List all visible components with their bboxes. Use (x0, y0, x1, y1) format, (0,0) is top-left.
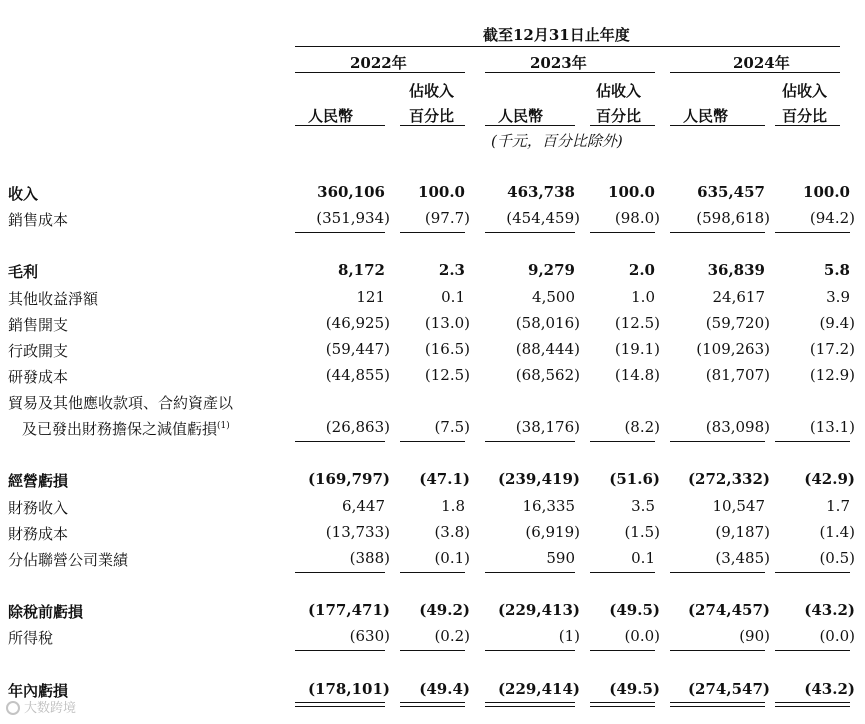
cell-lbt-2022-pct: (49.2) (419, 601, 470, 619)
cell-sa-2024-pct: (0.5) (819, 549, 855, 567)
year-2022-underline (295, 72, 465, 73)
subtotal-rule (295, 572, 385, 573)
total-double-rule (400, 702, 465, 703)
cell-se-2023-rmb: (58,016) (515, 314, 580, 332)
cell-ol-2022-pct: (47.1) (419, 470, 470, 488)
cell-ae-2022-rmb: (59,447) (325, 340, 390, 358)
rmb-header-2023: 人民幣 (498, 107, 544, 125)
pct-underline-2024 (775, 125, 840, 126)
cell-og-2022-rmb: 121 (356, 288, 385, 306)
cell-se-2023-pct: (12.5) (614, 314, 660, 332)
cell-fi-2024-pct: 1.7 (826, 497, 850, 515)
total-double-rule (775, 706, 850, 707)
cell-lfy-2022-rmb: (178,101) (307, 680, 390, 698)
cell-ae-2023-pct: (19.1) (614, 340, 660, 358)
subtotal-rule (590, 232, 655, 233)
cell-lbt-2024-pct: (43.2) (804, 601, 855, 619)
cell-imp-2022-pct: (7.5) (434, 418, 470, 436)
cell-revenue-2024-rmb: 635,457 (697, 183, 765, 201)
watermark-logo-icon (6, 701, 20, 715)
cell-gp-2024-rmb: 36,839 (707, 261, 765, 279)
row-label-impairment-line2: 及已發出財務擔保之減值虧損$^{(1)}$ (22, 420, 230, 438)
cell-fc-2022-rmb: (13,733) (325, 523, 390, 541)
cell-lbt-2024-rmb: (274,457) (687, 601, 770, 619)
subtotal-rule (775, 572, 850, 573)
cell-lbt-2023-rmb: (229,413) (497, 601, 580, 619)
subtotal-rule (400, 232, 465, 233)
cell-fc-2024-pct: (1.4) (819, 523, 855, 541)
cell-cos-2022-rmb: (351,934) (316, 209, 390, 227)
cell-gp-2022-rmb: 8,172 (338, 261, 385, 279)
subtotal-rule (775, 441, 850, 442)
row-label-gross-profit: 毛利 (8, 263, 39, 281)
pct-underline-2023 (590, 125, 655, 126)
unit-note: (千元，百分比除外) (491, 132, 623, 150)
row-label-income-tax: 所得稅 (8, 629, 54, 647)
cell-imp-2024-pct: (13.1) (809, 418, 855, 436)
cell-imp-2022-rmb: (26,863) (325, 418, 390, 436)
cell-fi-2022-pct: 1.8 (441, 497, 465, 515)
cell-fi-2023-pct: 3.5 (631, 497, 655, 515)
cell-fc-2024-rmb: (9,187) (715, 523, 770, 541)
cell-ae-2024-rmb: (109,263) (696, 340, 770, 358)
pct-header-2024-line1: 佔收入 (782, 82, 828, 100)
subtotal-rule (590, 650, 655, 651)
cell-ol-2024-rmb: (272,332) (687, 470, 770, 488)
cell-lfy-2024-rmb: (274,547) (687, 680, 770, 698)
cell-cos-2024-pct: (94.2) (809, 209, 855, 227)
cell-lbt-2023-pct: (49.5) (609, 601, 660, 619)
row-label-cost-of-sales: 銷售成本 (8, 211, 69, 229)
total-double-rule (670, 706, 765, 707)
cell-revenue-2022-pct: 100.0 (418, 183, 465, 201)
total-double-rule (485, 702, 575, 703)
total-double-rule (590, 702, 655, 703)
cell-og-2023-pct: 1.0 (631, 288, 655, 306)
row-label-loss-for-year: 年內虧損 (8, 682, 69, 700)
cell-revenue-2022-rmb: 360,106 (317, 183, 385, 201)
subtotal-rule (775, 232, 850, 233)
cell-imp-2023-rmb: (38,176) (515, 418, 580, 436)
rmb-underline-2024 (670, 125, 765, 126)
cell-rd-2024-rmb: (81,707) (705, 366, 770, 384)
row-label-operating-loss: 經營虧損 (8, 472, 69, 490)
cell-ol-2023-pct: (51.6) (609, 470, 660, 488)
row-label-finance-costs: 財務成本 (8, 525, 69, 543)
pct-underline-2022 (400, 125, 465, 126)
cell-sa-2023-pct: 0.1 (631, 549, 655, 567)
year-2023-header: 2023年 (530, 54, 587, 72)
row-label-admin-expenses: 行政開支 (8, 342, 69, 360)
row-label-selling-expenses: 銷售開支 (8, 316, 69, 334)
cell-ae-2022-pct: (16.5) (424, 340, 470, 358)
subtotal-rule (400, 441, 465, 442)
subtotal-rule (485, 232, 575, 233)
subtotal-rule (590, 441, 655, 442)
cell-tax-2023-pct: (0.0) (624, 627, 660, 645)
row-label-loss-before-tax: 除稅前虧損 (8, 603, 84, 621)
cell-lbt-2022-rmb: (177,471) (307, 601, 390, 619)
cell-cos-2023-rmb: (454,459) (506, 209, 580, 227)
cell-gp-2024-pct: 5.8 (823, 261, 850, 279)
subtotal-rule (400, 572, 465, 573)
cell-og-2022-pct: 0.1 (441, 288, 465, 306)
cell-imp-2023-pct: (8.2) (624, 418, 660, 436)
year-2022-header: 2022年 (350, 54, 407, 72)
cell-ae-2024-pct: (17.2) (809, 340, 855, 358)
watermark (6, 697, 76, 716)
cell-sa-2022-rmb: (388) (349, 549, 390, 567)
subtotal-rule (775, 650, 850, 651)
cell-rd-2024-pct: (12.9) (809, 366, 855, 384)
cell-ol-2024-pct: (42.9) (804, 470, 855, 488)
cell-sa-2022-pct: (0.1) (434, 549, 470, 567)
cell-fi-2022-rmb: 6,447 (342, 497, 385, 515)
rmb-underline-2023 (485, 125, 575, 126)
rmb-underline-2022 (295, 125, 385, 126)
subtotal-rule (485, 572, 575, 573)
cell-ol-2023-rmb: (239,419) (497, 470, 580, 488)
pct-header-2024-line2: 百分比 (782, 107, 828, 125)
cell-se-2024-pct: (9.4) (819, 314, 855, 332)
footnote-marker: (1) (217, 421, 230, 431)
cell-rd-2023-rmb: (68,562) (515, 366, 580, 384)
cell-og-2024-pct: 3.9 (826, 288, 850, 306)
cell-sa-2024-rmb: (3,485) (715, 549, 770, 567)
period-underline (295, 46, 840, 47)
total-double-rule (295, 702, 385, 703)
cell-lfy-2023-rmb: (229,414) (497, 680, 580, 698)
year-2024-underline (670, 72, 840, 73)
year-2024-header: 2024年 (733, 54, 790, 72)
cell-ol-2022-rmb: (169,797) (307, 470, 390, 488)
cell-se-2022-rmb: (46,925) (325, 314, 390, 332)
subtotal-rule (295, 232, 385, 233)
cell-revenue-2023-rmb: 463,738 (507, 183, 575, 201)
subtotal-rule (670, 572, 765, 573)
subtotal-rule (670, 232, 765, 233)
cell-tax-2022-pct: (0.2) (434, 627, 470, 645)
cell-se-2022-pct: (13.0) (424, 314, 470, 332)
cell-gp-2023-rmb: 9,279 (528, 261, 575, 279)
cell-lfy-2022-pct: (49.4) (419, 680, 470, 698)
cell-cos-2022-pct: (97.7) (424, 209, 470, 227)
rmb-header-2022: 人民幣 (308, 107, 354, 125)
subtotal-rule (590, 572, 655, 573)
row-label-rd-costs: 研發成本 (8, 368, 69, 386)
total-double-rule (775, 702, 850, 703)
cell-imp-2024-rmb: (83,098) (705, 418, 770, 436)
subtotal-rule (485, 650, 575, 651)
cell-rd-2022-pct: (12.5) (424, 366, 470, 384)
cell-tax-2023-rmb: (1) (558, 627, 580, 645)
cell-revenue-2023-pct: 100.0 (608, 183, 655, 201)
cell-fi-2023-rmb: 16,335 (522, 497, 575, 515)
cell-rd-2023-pct: (14.8) (614, 366, 660, 384)
pct-header-2022-line2: 百分比 (409, 107, 455, 125)
row-label-finance-income: 財務收入 (8, 499, 69, 517)
cell-lfy-2024-pct: (43.2) (804, 680, 855, 698)
cell-cos-2023-pct: (98.0) (614, 209, 660, 227)
cell-lfy-2023-pct: (49.5) (609, 680, 660, 698)
total-double-rule (485, 706, 575, 707)
row-label-other-gains: 其他收益淨額 (8, 290, 99, 308)
subtotal-rule (670, 650, 765, 651)
total-double-rule (295, 706, 385, 707)
period-header: 截至12月31日止年度 (483, 26, 630, 44)
total-double-rule (590, 706, 655, 707)
cell-fc-2023-pct: (1.5) (624, 523, 660, 541)
subtotal-rule (400, 650, 465, 651)
pct-header-2022-line1: 佔收入 (409, 82, 455, 100)
cell-se-2024-rmb: (59,720) (705, 314, 770, 332)
cell-tax-2022-rmb: (630) (349, 627, 390, 645)
pct-header-2023-line2: 百分比 (596, 107, 642, 125)
cell-cos-2024-rmb: (598,618) (696, 209, 770, 227)
subtotal-rule (295, 650, 385, 651)
cell-rd-2022-rmb: (44,855) (325, 366, 390, 384)
cell-og-2024-rmb: 24,617 (712, 288, 765, 306)
cell-revenue-2024-pct: 100.0 (803, 183, 850, 201)
rmb-header-2024: 人民幣 (683, 107, 729, 125)
cell-og-2023-rmb: 4,500 (532, 288, 575, 306)
cell-gp-2022-pct: 2.3 (438, 261, 465, 279)
row-label-revenue: 收入 (8, 185, 39, 203)
cell-gp-2023-pct: 2.0 (628, 261, 655, 279)
cell-fi-2024-rmb: 10,547 (712, 497, 765, 515)
total-double-rule (670, 702, 765, 703)
row-label-share-of-associates: 分佔聯營公司業績 (8, 551, 129, 569)
cell-tax-2024-pct: (0.0) (819, 627, 855, 645)
cell-fc-2023-rmb: (6,919) (525, 523, 580, 541)
year-2023-underline (485, 72, 655, 73)
total-double-rule (400, 706, 465, 707)
watermark-text: 大数跨境 (24, 701, 77, 716)
subtotal-rule (295, 441, 385, 442)
pct-header-2023-line1: 佔收入 (596, 82, 642, 100)
subtotal-rule (485, 441, 575, 442)
cell-sa-2023-rmb: 590 (546, 549, 575, 567)
cell-tax-2024-rmb: (90) (739, 627, 770, 645)
cell-ae-2023-rmb: (88,444) (515, 340, 580, 358)
subtotal-rule (670, 441, 765, 442)
cell-fc-2022-pct: (3.8) (434, 523, 470, 541)
row-label-impairment-line1: 貿易及其他應收款項、合約資產以 (8, 394, 234, 412)
